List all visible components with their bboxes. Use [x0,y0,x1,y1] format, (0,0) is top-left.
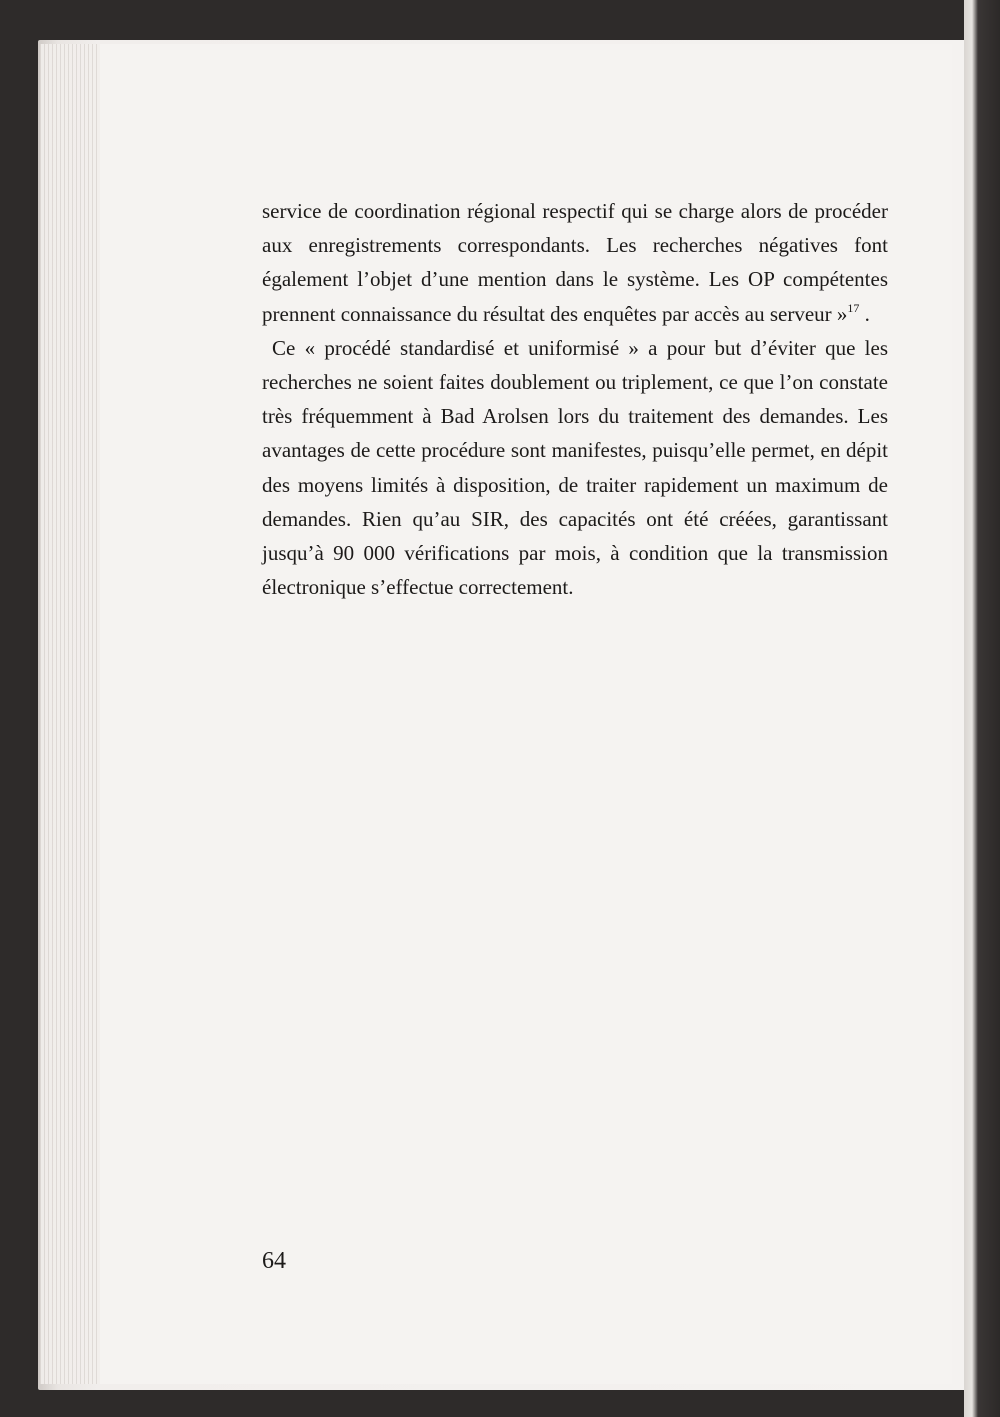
footnote-reference: 17 [847,300,860,315]
page-number: 64 [262,1248,286,1274]
paragraph-1 [262,194,888,331]
book-spine-shadow [964,0,1000,1417]
paragraph-1-end: . [859,301,870,326]
paragraph-2: Ce « procédé standardisé et uniformisé » a pour but d’éviter que les recherches ne soient faites doublement ou triplement, ce que l’on constate très fréquemment à Bad Arolsen lors du traitement des demandes. Les avantages de cette procédure sont manifestes, puisqu’elle permet, en dépit des moyens limités à disposition, de traiter rapidement un maximum de demandes. Rien qu’au SIR, des capacités ont été créées, garantissant jusqu’à 90 000 vérifications par mois, à condition que la transmission électronique s’effectue correctement. [262,335,888,600]
paragraph-1-text: service de coordination régional respectif qui se charge alors de procéder aux enregistrements correspondants. Les recherches négatives font également l’objet d’une mention dans le système. Les OP compétentes prennent connaissance du résultat des enquêtes par accès au serveur » [262,199,888,326]
book-page [100,44,952,1384]
body-text [262,194,888,604]
